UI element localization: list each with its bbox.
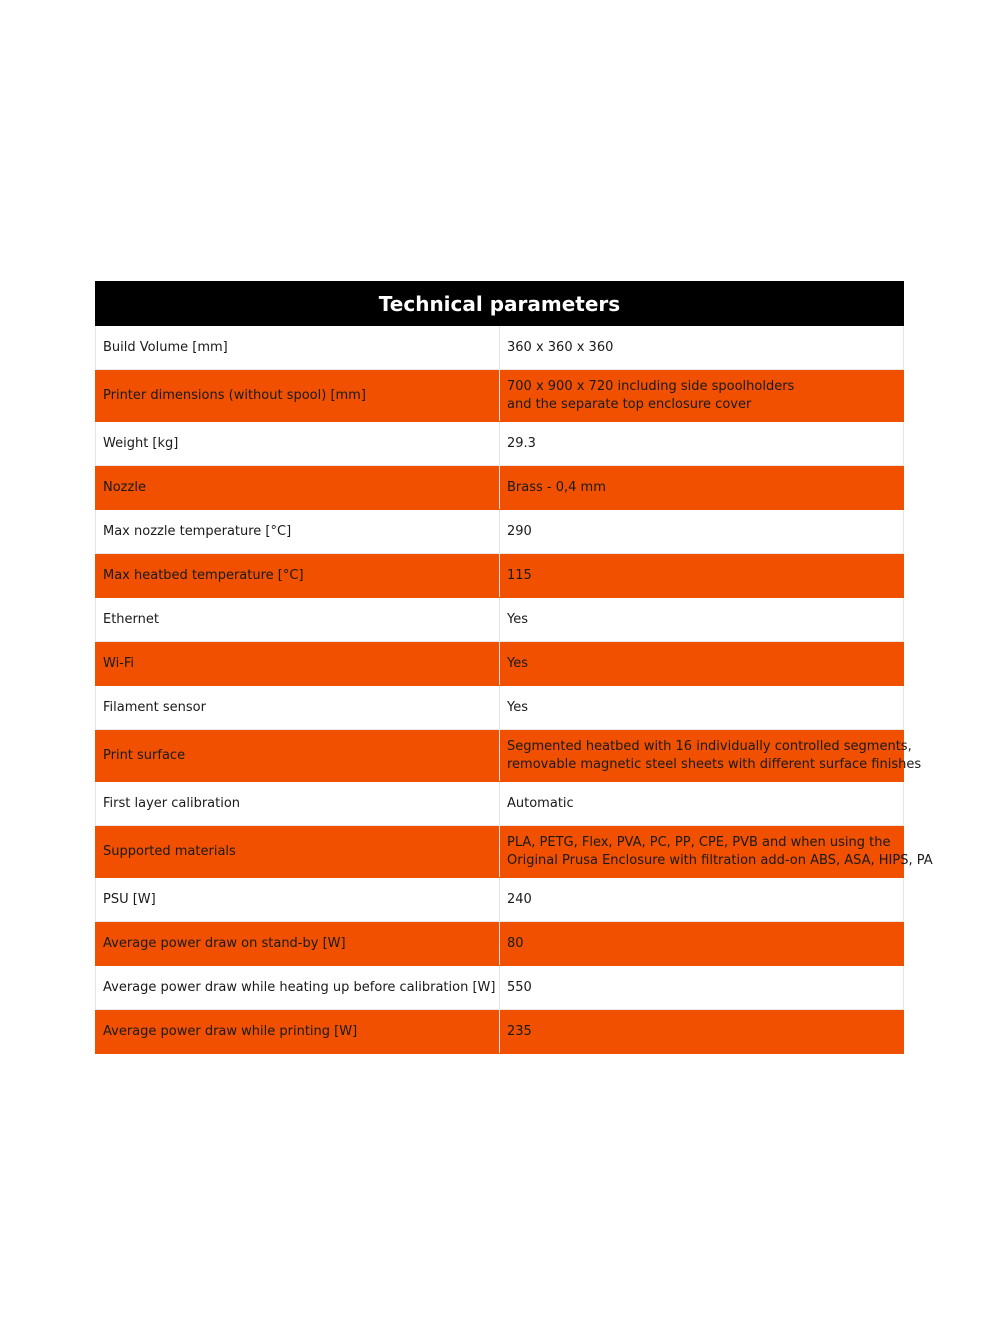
- parameter-label: Ethernet: [96, 598, 500, 642]
- parameter-label: Average power draw on stand-by [W]: [96, 922, 500, 966]
- parameter-value-line: Brass - 0,4 mm: [507, 479, 606, 495]
- parameter-value-line: removable magnetic steel sheets with different surface finishes: [507, 756, 922, 772]
- table-row: [96, 686, 904, 730]
- parameter-value: [500, 826, 933, 878]
- parameter-label: Filament sensor: [96, 686, 500, 730]
- table-row: [96, 554, 904, 598]
- parameter-label: Max heatbed temperature [°C]: [96, 554, 500, 598]
- parameter-value: [500, 686, 904, 730]
- parameter-value-line: 80: [507, 935, 524, 951]
- table-body: [96, 326, 933, 1054]
- parameter-value-line: 700 x 900 x 720 including side spoolholders: [507, 378, 795, 394]
- parameter-value: [500, 510, 904, 554]
- table-header-row: [96, 282, 904, 326]
- table-row: [96, 510, 904, 554]
- parameter-label: Nozzle: [96, 466, 500, 510]
- table-row: [96, 370, 904, 422]
- parameter-value: [500, 326, 904, 370]
- table-row: [96, 826, 904, 878]
- parameter-value-line: 290: [507, 523, 532, 539]
- parameter-value: [500, 730, 922, 782]
- parameter-value-line: Yes: [507, 699, 528, 715]
- parameter-value: [500, 598, 904, 642]
- parameter-value-line: Yes: [507, 611, 528, 627]
- parameter-label: Print surface: [96, 730, 500, 782]
- parameter-label: Printer dimensions (without spool) [mm]: [96, 370, 500, 422]
- parameter-value-line: 115: [507, 567, 532, 583]
- parameter-label: Weight [kg]: [96, 422, 500, 466]
- table-row: [96, 422, 904, 466]
- table-row: [96, 878, 904, 922]
- table-row: [96, 326, 904, 370]
- parameter-label: PSU [W]: [96, 878, 500, 922]
- parameter-value: [500, 878, 904, 922]
- parameter-value-line: 29.3: [507, 435, 536, 451]
- parameter-value-line: PLA, PETG, Flex, PVA, PC, PP, CPE, PVB and when using the: [507, 834, 891, 850]
- parameter-label: Average power draw while printing [W]: [96, 1010, 500, 1054]
- parameter-label: First layer calibration: [96, 782, 500, 826]
- parameter-value-line: Yes: [507, 655, 528, 671]
- table-row: [96, 1010, 904, 1054]
- parameter-value: [500, 922, 904, 966]
- parameter-value: [500, 1010, 904, 1054]
- parameter-label: Wi-Fi: [96, 642, 500, 686]
- parameter-value-line: 360 x 360 x 360: [507, 339, 614, 355]
- table-title: Technical parameters: [96, 282, 904, 326]
- technical-parameters-table: [95, 281, 933, 1054]
- parameter-label: Max nozzle temperature [°C]: [96, 510, 500, 554]
- parameter-value: [500, 554, 904, 598]
- parameter-value-line: Original Prusa Enclosure with filtration add-on ABS, ASA, HIPS, PA: [507, 852, 933, 868]
- parameter-value: [500, 422, 904, 466]
- parameter-label: Build Volume [mm]: [96, 326, 500, 370]
- table-row: [96, 730, 904, 782]
- parameter-value: [500, 966, 904, 1010]
- parameter-value-line: Automatic: [507, 795, 574, 811]
- parameter-value-line: 240: [507, 891, 532, 907]
- table-row: [96, 782, 904, 826]
- parameter-value-line: and the separate top enclosure cover: [507, 396, 752, 412]
- parameter-value-line: Segmented heatbed with 16 individually controlled segments,: [507, 738, 912, 754]
- parameter-value: [500, 782, 904, 826]
- parameter-label: Average power draw while heating up before calibration [W]: [96, 966, 500, 1010]
- table-row: [96, 966, 904, 1010]
- table-row: [96, 466, 904, 510]
- table-row: [96, 922, 904, 966]
- parameter-value-line: 550: [507, 979, 532, 995]
- parameter-value: [500, 466, 904, 510]
- table-row: [96, 598, 904, 642]
- table-row: [96, 642, 904, 686]
- parameter-label: Supported materials: [96, 826, 500, 878]
- parameter-value: [500, 370, 904, 422]
- parameter-value: [500, 642, 904, 686]
- parameter-value-line: 235: [507, 1023, 532, 1039]
